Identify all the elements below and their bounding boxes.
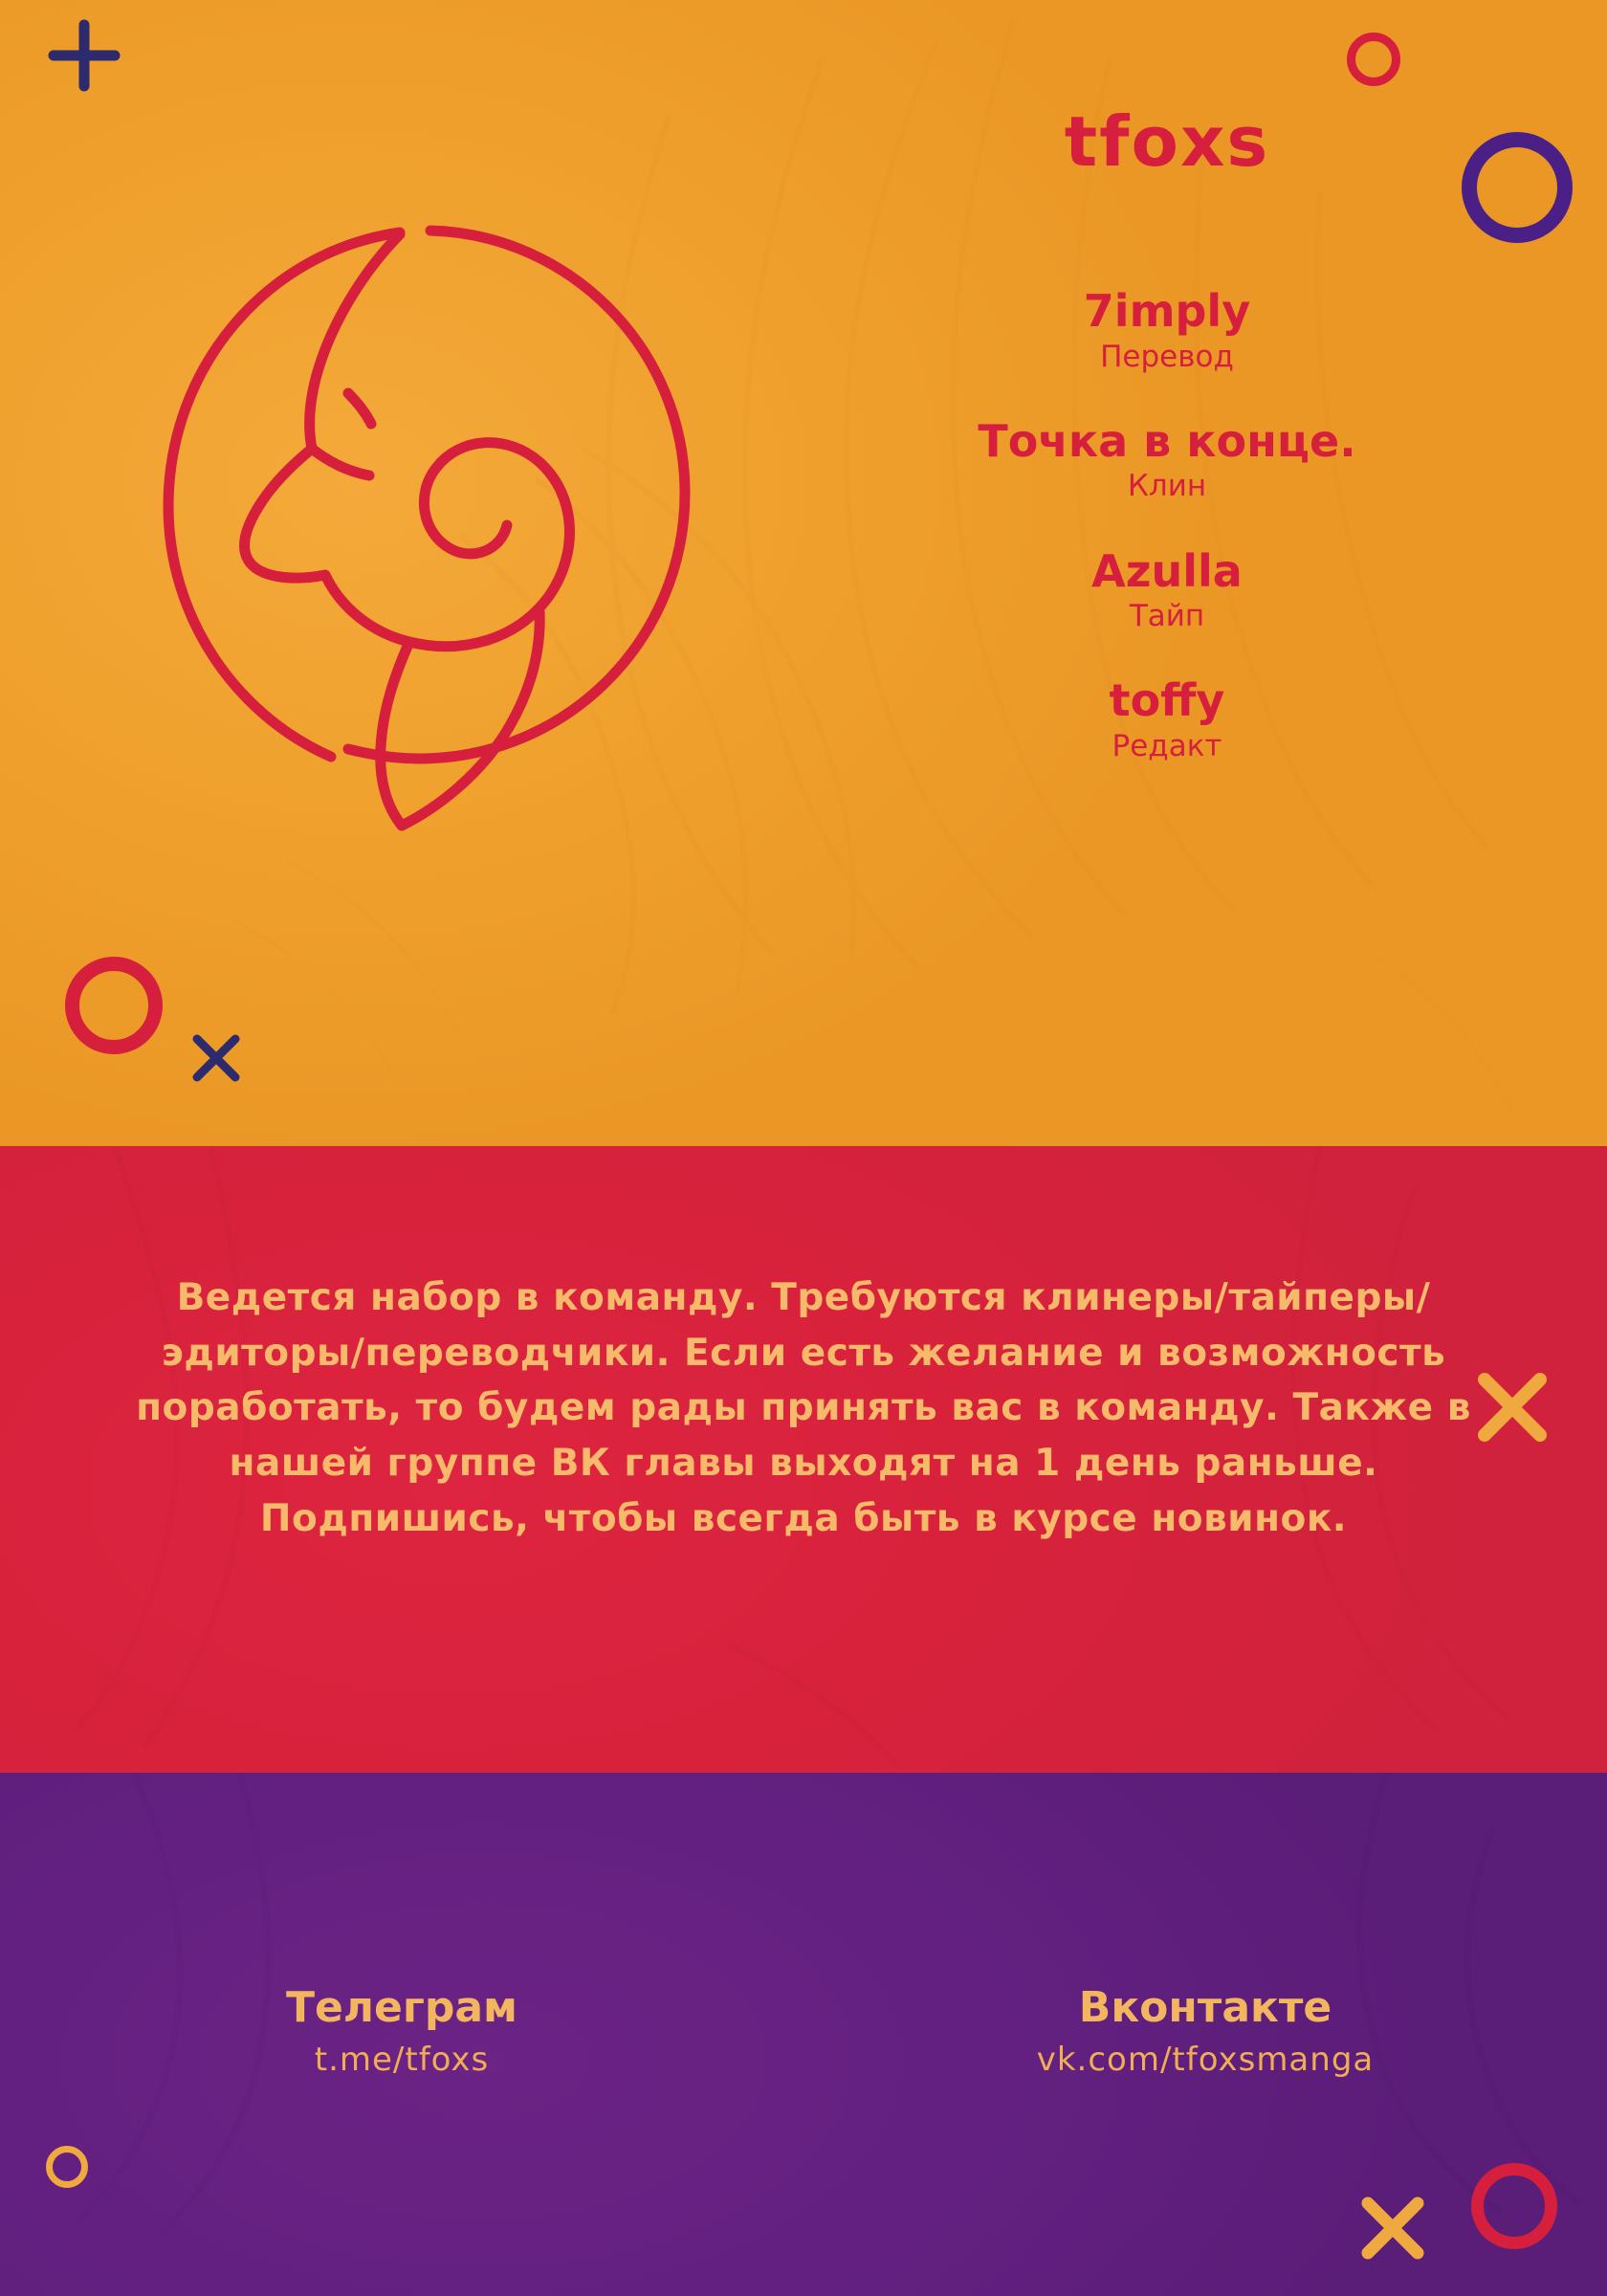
link-vk[interactable] [899, 1985, 1511, 2080]
social-links [0, 1985, 1607, 2080]
recruitment-text: Ведется набор в команду. Требуются клинеры/тайперы/эдиторы/переводчики. Если есть желание и возможность поработать, то будем рады принять вас в команду. Также в нашей группе ВК главы выходят на 1 день раньше. Подпишись, чтобы всегда быть в курсе новинок. [136, 1276, 1471, 1540]
credit-entry [823, 544, 1511, 635]
plus-icon [46, 17, 122, 94]
credit-entry [823, 676, 1511, 764]
credit-role: Тайп [1129, 599, 1205, 634]
recruitment-section [0, 1146, 1607, 1773]
circle-outline-icon [46, 2146, 88, 2188]
link-title: Телеграм [285, 1983, 518, 2032]
credit-role: Перевод [1100, 339, 1234, 374]
fox-logo-icon [143, 206, 756, 856]
links-section [0, 1773, 1607, 2296]
credit-name: Azulla [1091, 544, 1243, 597]
credit-entry [823, 414, 1511, 505]
link-title: Вконтакте [1078, 1983, 1332, 2032]
credit-role: Клин [1127, 469, 1207, 504]
circle-outline-icon [1471, 2163, 1557, 2249]
x-mark-icon [1358, 2194, 1427, 2263]
circle-outline-icon [1347, 33, 1400, 86]
credit-name: toffy [1109, 674, 1225, 727]
credits-section [0, 0, 1607, 1146]
credit-role: Редакт [1112, 728, 1222, 763]
circle-outline-icon [65, 957, 163, 1054]
link-url[interactable]: vk.com/tfoxsmanga [1036, 2041, 1375, 2080]
link-url[interactable]: t.me/tfoxs [314, 2041, 490, 2080]
credit-name: Точка в конце. [978, 414, 1356, 467]
x-mark-icon [189, 1031, 243, 1085]
credit-name: 7imply [1083, 285, 1251, 337]
link-telegram[interactable] [96, 1985, 708, 2080]
credits-list [823, 287, 1511, 806]
credit-entry [823, 287, 1511, 375]
page-title: tfoxs [1064, 101, 1270, 182]
